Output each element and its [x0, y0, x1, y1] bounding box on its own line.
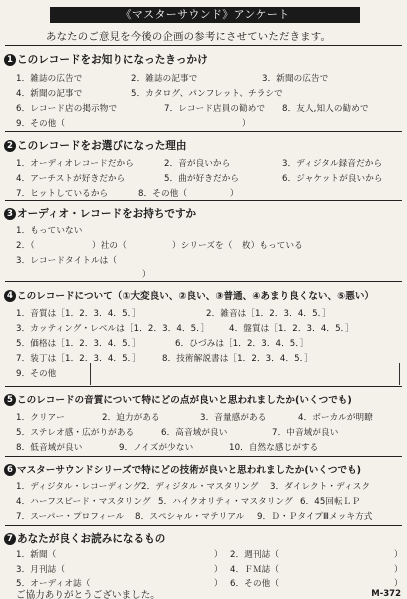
s5-item-6[interactable]: 6．高音域が良い [161, 428, 228, 438]
s5-item-7[interactable]: 7．中音域が良い [272, 428, 339, 438]
s1-item-3[interactable]: 3．新聞の広告で [262, 74, 329, 84]
closing-message: ご協力ありがとうございました。 [16, 590, 160, 599]
section-number: 7 [4, 533, 16, 545]
s5-item-10[interactable]: 10．自然な感じがする [229, 443, 319, 453]
s2-item-2[interactable]: 2．音が良いから [164, 159, 231, 169]
section-divider [5, 45, 402, 46]
s6-item-9[interactable]: 9．Ｄ・ＰタイプⅢメッキ方式 [257, 512, 373, 522]
s7-item-2-close: ） [394, 550, 403, 560]
section-5-title: 5 このレコードの音質について特にどの点が良いと思われましたか(いくつでも) [4, 392, 352, 406]
s2-item-8-close: ） [230, 189, 239, 199]
s3-item-1[interactable]: 1．もっていない [16, 226, 83, 236]
s4-item-7[interactable]: 7．装丁は［1．2．3．4．5．］ [16, 354, 141, 364]
s4-item-8[interactable]: 8．技術解説書は［1．2．3．4．5．］ [162, 354, 313, 364]
s6-item-1[interactable]: 1．ディジタル・レコーディング [16, 482, 142, 492]
s1-item-5[interactable]: 5．カタログ、パンフレット、チラシで [131, 89, 283, 99]
s5-item-9[interactable]: 9．ノイズが少ない [119, 443, 194, 453]
s2-item-1[interactable]: 1．オーディオレコードだから [16, 159, 134, 169]
s7-item-2[interactable]: 2．週刊誌（ [230, 550, 280, 560]
section-3-title: 3 オーディオ・レコードをお持ちですか [4, 206, 196, 221]
section-divider [5, 281, 402, 282]
section-divider [5, 386, 402, 387]
section-number: 6 [4, 464, 16, 476]
s2-item-8[interactable]: 8．その他（ [138, 189, 188, 199]
s6-item-5[interactable]: 5．ハイクオリティ・マスタリング [158, 497, 293, 507]
s2-item-3[interactable]: 3．ディジタル録音だから [282, 159, 383, 169]
s4-item-4[interactable]: 4．盤質は［1．2．3．4．5．］ [229, 324, 354, 334]
s4-item-1[interactable]: 1．音質は［1．2．3．4．5．］ [16, 309, 141, 319]
s1-item-9[interactable]: 9．その他（ [16, 119, 66, 129]
s1-item-8[interactable]: 8．友人,知人の勧めで [282, 104, 369, 114]
s7-item-6[interactable]: 6．その他（ [230, 579, 280, 589]
s7-item-6-close: ） [394, 579, 403, 589]
s4-other-bracket-right [394, 363, 400, 385]
s1-item-2[interactable]: 2．雑誌の記事で [131, 74, 198, 84]
s1-item-6[interactable]: 6．レコード店の掲示物で [16, 104, 118, 114]
s1-item-7[interactable]: 7．レコード店員の勧めで [164, 104, 266, 114]
s1-item-1[interactable]: 1．雑誌の広告で [16, 74, 83, 84]
s7-item-1-close: ） [214, 550, 223, 560]
section-6-title: 6 マスターサウンドシリーズで特にどの技術が良いと思われましたか(いくつでも) [4, 462, 361, 476]
section-divider [5, 131, 402, 132]
s5-item-3[interactable]: 3．音量感がある [200, 413, 267, 423]
s7-item-4-close: ） [394, 565, 403, 575]
section-divider [5, 456, 402, 457]
form-code: M-372 [371, 589, 401, 599]
section-number: 2 [4, 140, 16, 152]
s6-item-2[interactable]: 2．ディジタル・マスタリング [141, 482, 259, 492]
questionnaire-title: 《マスターサウンド》アンケート [50, 7, 360, 23]
s7-item-5-close: ） [214, 579, 223, 589]
s2-item-4[interactable]: 4．アーチストが好きだから [16, 174, 126, 184]
s2-item-7[interactable]: 7．ヒットしているから [16, 189, 109, 199]
s5-item-2[interactable]: 2．迫力がある [102, 413, 160, 423]
s5-item-8[interactable]: 8．低音域が良い [16, 443, 83, 453]
s3-item-3[interactable]: 3．レコードタイトルは（ [16, 256, 118, 266]
s6-item-4[interactable]: 4．ハーフスピード・マスタリング [16, 497, 151, 507]
s3-item-3-close: ） [142, 270, 151, 280]
section-number: 4 [4, 290, 16, 302]
s2-item-5[interactable]: 5．曲が好きだから [164, 174, 240, 184]
s3-item-2-brand: ）社の（ [92, 241, 127, 251]
s4-item-5[interactable]: 5．価格は［1．2．3．4．5．］ [16, 339, 141, 349]
section-number: 3 [4, 208, 16, 220]
s3-item-2-count: 枚）もっている [242, 241, 303, 251]
s5-item-1[interactable]: 1．クリアー [16, 413, 65, 423]
s7-item-3[interactable]: 3．月刊誌（ [16, 565, 66, 575]
s7-item-1[interactable]: 1．新聞（ [16, 550, 57, 560]
s6-item-6[interactable]: 6．45回転ＬＰ [300, 497, 361, 507]
section-7-title: 7 あなたが良くお読みになるもの [4, 531, 165, 546]
s4-item-3[interactable]: 3．カッティング・レベルは［1．2．3．4．5．］ [16, 324, 210, 334]
s6-item-7[interactable]: 7．スーパー・プロフィール [16, 512, 125, 522]
section-number: 1 [4, 54, 16, 66]
s7-item-4[interactable]: 4．ＦＭ誌（ [230, 565, 280, 575]
section-4-title: 4 このレコードについて（①大変良い、②良い、③普通、④あまり良くない、⑤悪い） [4, 288, 374, 302]
s1-item-4[interactable]: 4．新聞の記事で [16, 89, 83, 99]
s4-item-6[interactable]: 6．ひづみは［1．2．3．4．5．］ [175, 339, 309, 349]
section-divider [5, 200, 402, 201]
s3-item-2[interactable]: 2．（ [16, 241, 35, 251]
s3-item-2-series: ）シリーズを（ [172, 241, 233, 251]
section-2-title: 2 このレコードをお選びになった理由 [4, 138, 187, 153]
s4-item-9[interactable]: 9．その他 [16, 369, 57, 379]
s5-item-5[interactable]: 5．ステレオ感・広がりがある [16, 428, 135, 438]
s4-item-2[interactable]: 2．雑音は［1．2．3．4．5．］ [206, 309, 331, 319]
intro-text: あなたのご意見を今後の企画の参考にさせていただきます。 [46, 31, 332, 43]
s7-item-5[interactable]: 5．オーディオ誌（ [16, 579, 91, 589]
s6-item-8[interactable]: 8．スペシャル・マテリアル [135, 512, 245, 522]
section-divider [5, 525, 402, 526]
s1-item-9-close: ） [242, 119, 251, 129]
section-number: 5 [4, 394, 16, 406]
s5-item-4[interactable]: 4．ボーカルが明瞭 [298, 413, 373, 423]
section-1-title: 1 このレコードをお知りになったきっかけ [4, 52, 208, 67]
s2-item-6[interactable]: 6．ジャケットが良いから [282, 174, 383, 184]
s6-item-3[interactable]: 3．ダイレクト・ディスク [270, 482, 371, 492]
s4-other-bracket-left [90, 363, 400, 385]
s7-item-3-close: ） [214, 565, 223, 575]
